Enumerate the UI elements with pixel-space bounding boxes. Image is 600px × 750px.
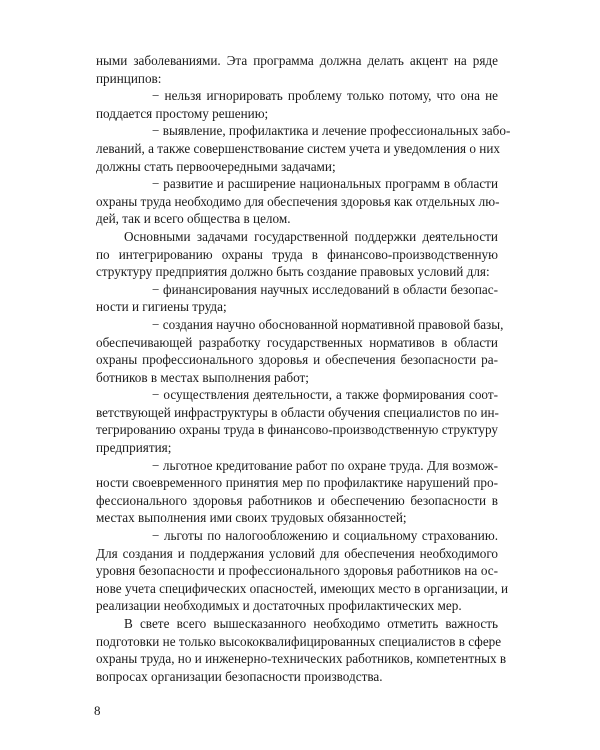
text-line: охраны труда, но и инженерно-технических работников, компетентных в <box>96 651 507 667</box>
list-item-line: − осуществления деятельности, а также формирования соот- <box>152 387 498 403</box>
text-line: реализации необходимых и достаточных профилактических мер. <box>96 598 462 614</box>
text-line: структуру предприятия должно быть создание правовых условий для: <box>96 264 490 280</box>
text-line: ботников в местах выполнения работ; <box>96 369 309 385</box>
page-number: 8 <box>94 703 101 718</box>
text-line: ности и гигиены труда; <box>96 299 227 315</box>
text-line: подготовки не только высококвалифицированных специалистов в сфере <box>96 633 502 649</box>
text-line: ности своевременного принятия мер по профилактике нарушений про- <box>96 475 498 491</box>
text-line: леваний, а также совершенствование систем учета и уведомления о них <box>96 140 501 156</box>
text-line: уровня безопасности и профессионального здоровья работников на ос- <box>96 563 498 579</box>
text-line: ными заболеваниями. Эта программа должна делать акцент на ряде <box>96 53 498 68</box>
text-line: тегрированию охраны труда в финансово-производственную структуру <box>96 422 498 438</box>
paragraph-first-line: В свете всего вышесказанного необходимо отметить важность <box>124 616 498 631</box>
text-line: поддается простому решению; <box>96 105 269 121</box>
list-item-line: − льготы по налогообложению и социальному страхованию. <box>152 528 498 544</box>
text-line: обеспечивающей разработку государственных нормативов в области <box>96 334 498 350</box>
list-item-line: − выявление, профилактика и лечение профессиональных забо- <box>152 123 511 139</box>
text-line: нове учета специфических опасностей, имеющих место в организации, и <box>96 580 509 596</box>
list-item-line: − финансирования научных исследований в области безопас- <box>152 281 498 297</box>
paragraph-first-line: Основными задачами государственной поддержки деятельности <box>124 228 498 244</box>
body-text <box>96 52 511 685</box>
text-line: Для создания и поддержания условий для обеспечения необходимого <box>96 545 498 561</box>
text-line: предприятия; <box>96 440 172 456</box>
text-line: дей, так и всего общества в целом. <box>96 211 291 227</box>
text-line: ветствующей инфраструктуры в области обучения специалистов по ин- <box>96 404 499 420</box>
text-line: принципов: <box>96 70 162 86</box>
text-line: должны стать первоочередными задачами; <box>96 158 336 174</box>
text-line: фессионального здоровья работников и обеспечению безопасности в <box>96 492 498 508</box>
text-line: местах выполнения ими своих трудовых обязанностей; <box>96 510 407 526</box>
text-line: по интегрированию охраны труда в финансово-производственную <box>96 246 498 262</box>
list-item-line: − льготное кредитование работ по охране труда. Для возмож- <box>152 457 498 473</box>
text-line: охраны труда необходимо для обеспечения здоровья как отдельных лю- <box>96 193 500 209</box>
list-item-line: − нельзя игнорировать проблему только потому, что она не <box>152 88 498 104</box>
list-item-line: − развитие и расширение национальных программ в области <box>152 176 498 192</box>
list-item-line: − создания научно обоснованной нормативной правовой базы, <box>152 316 504 332</box>
text-line: охраны профессионального здоровья и обеспечения безопасности ра- <box>96 352 498 368</box>
text-line: вопросах организации безопасности производства. <box>96 668 383 684</box>
